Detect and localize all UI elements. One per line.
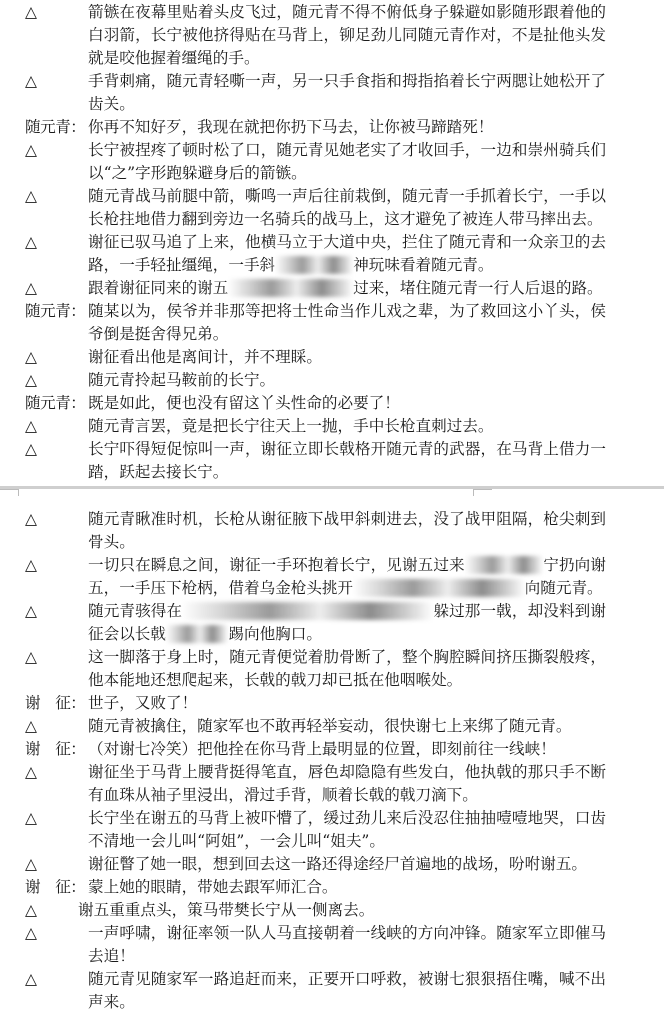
- action-marker: △: [25, 763, 37, 781]
- dialogue-text: （对谢七冷笑）把他拴在你马背上最明显的位置，即刻前往一线峡！: [88, 740, 556, 758]
- action-marker: △: [25, 279, 37, 297]
- action-text: 长宁吓得短促惊叫一声，谢征立即长戟格开随元青的武器，在马背上借力一踏，跃起去接长宁。: [88, 440, 606, 481]
- action-text: [88, 277, 606, 300]
- speaker-name: 谢 征：: [25, 694, 86, 712]
- dialogue-line: [25, 692, 664, 715]
- dialogue-line: [25, 392, 664, 415]
- action-line: [25, 922, 664, 968]
- action-marker: △: [25, 233, 37, 251]
- action-text: 一声呼啸，谢征率领一队人马直接朝着一线峡的方向冲锋。随家军立即催马去追！: [88, 924, 606, 965]
- text-fragment: 神玩味看着随元青。: [353, 256, 494, 274]
- action-line: [25, 369, 664, 392]
- action-marker: △: [25, 141, 37, 159]
- action-text: [88, 231, 606, 277]
- action-marker: △: [25, 809, 37, 827]
- text-fragment: 随元青骇得在: [88, 602, 183, 620]
- action-line: [25, 761, 664, 807]
- action-text: [88, 554, 606, 600]
- action-text: 随元青拎起马鞍前的长宁。: [88, 371, 276, 389]
- action-marker: △: [25, 72, 37, 90]
- page-break-divider: [0, 486, 664, 489]
- action-marker: △: [25, 3, 37, 21]
- dialogue-text: 世子，又败了！: [88, 694, 198, 712]
- action-text: 随元青战马前腿中箭，嘶鸣一声后往前栽倒，随元青一手抓着长宁，一手以长枪拄地借力翻到旁边一名骑兵的战马上，这才避免了被连人带马摔出去。: [88, 187, 606, 228]
- blurred-region: [465, 556, 544, 574]
- action-marker: △: [25, 510, 37, 528]
- action-text: 这一脚落于身上时，随元青便觉着肋骨断了，整个胸腔瞬间挤压撕裂般疼，他本能地还想爬起来，长戟的戟刀却已抵在他咽喉处。: [88, 648, 606, 689]
- action-line: [25, 277, 664, 300]
- action-line: [25, 185, 664, 231]
- action-text: 谢征坐于马背上腰背挺得笔直，唇色却隐隐有些发白，他执戟的那只手不断有血珠从袖子里浸出，滑过手背，顺着长戟的戟刀滴下。: [88, 763, 606, 804]
- text-fragment: 向随元青。: [524, 579, 603, 597]
- dialogue-text: 既是如此，便也没有留这丫头性命的必要了！: [88, 394, 400, 412]
- blurred-region: [228, 279, 353, 297]
- action-text: [88, 600, 606, 646]
- action-text: 长宁被捏疼了顿时松了口，随元青见她老实了才收回手，一边和崇州骑兵们以“之”字形跑躲避身后的箭镞。: [88, 141, 606, 182]
- action-marker: △: [25, 187, 37, 205]
- speaker-name: 谢 征：: [25, 740, 86, 758]
- action-line: [25, 646, 664, 692]
- dialogue-line: [25, 738, 664, 761]
- action-text: 随元青瞅准时机，长枪从谢征腋下战甲斜刺进去，没了战甲阻隔，枪尖刺到骨头。: [88, 510, 606, 551]
- speaker-name: 随元青：: [25, 118, 86, 136]
- document-page-1: [0, 0, 664, 484]
- action-line: [25, 415, 664, 438]
- speaker-name: 谢 征：: [25, 878, 86, 896]
- action-text: 谢五重重点头，策马带樊长宁从一侧离去。: [78, 901, 375, 919]
- action-marker: △: [25, 855, 37, 873]
- text-fragment: 跟着谢征同来的谢五: [88, 279, 229, 297]
- text-fragment: 宁扔向谢五，一手压下枪柄，借着乌金枪头挑开: [88, 556, 606, 597]
- action-marker: △: [25, 717, 37, 735]
- action-text: 长宁坐在谢五的马背上被吓懵了，缓过劲儿来后没忍住抽抽噎噎地哭，口齿不清地一会儿叫“阿姐”，一会儿叫“姐夫”。: [88, 809, 606, 850]
- text-fragment: 躲过那一戟，却没料到谢征会以长戟: [88, 602, 606, 643]
- dialogue-line: [25, 876, 664, 899]
- text-fragment: 踢向他胸口。: [228, 625, 322, 643]
- action-marker: △: [25, 924, 37, 942]
- action-line: [25, 231, 664, 277]
- action-line: [25, 853, 664, 876]
- text-fragment: 一切只在瞬息之间，谢征一手环抱着长宁，见谢五过来: [88, 556, 465, 574]
- text-fragment: 谢征已驭马追了上来，他横马立于大道中央，拦住了随元青和一众亲卫的去路，一手轻扯缰绳，一手斜: [88, 233, 606, 274]
- speaker-name: 随元青：: [25, 302, 86, 320]
- document-page-2: [0, 508, 664, 1014]
- action-line: [25, 438, 664, 484]
- action-marker: △: [25, 371, 37, 389]
- action-line: [25, 600, 664, 646]
- action-marker: △: [25, 417, 37, 435]
- action-marker: △: [25, 556, 37, 574]
- text-fragment: 过来，堵住随元青一行人后退的路。: [353, 279, 603, 297]
- speaker-name: 随元青：: [25, 394, 86, 412]
- action-text: 随元青见随家军一路追赶而来，正要开口呼救，被谢七狠狠捂住嘴，喊不出声来。: [88, 970, 606, 1011]
- action-line: [25, 346, 664, 369]
- action-marker: △: [25, 348, 37, 366]
- dialogue-text: 你再不知好歹，我现在就把你扔下马去，让你被马蹄踏死！: [88, 118, 494, 136]
- action-line: [25, 968, 664, 1014]
- action-text: 手背刺痛，随元青轻嘶一声，另一只手食指和拇指掐着长宁两腮让她松开了齿关。: [88, 72, 606, 113]
- blurred-region: [166, 625, 228, 643]
- action-line: [25, 1, 664, 70]
- page-break: [0, 486, 664, 508]
- page-corner-mark: [473, 489, 492, 496]
- action-line: [25, 139, 664, 185]
- blurred-region: [182, 602, 433, 620]
- action-marker: △: [25, 440, 37, 458]
- dialogue-line: [25, 300, 664, 346]
- blurred-region: [353, 579, 525, 597]
- action-text: 谢征瞥了她一眼，想到回去这一路还得途经尸首遍地的战场，吩咐谢五。: [88, 855, 588, 873]
- dialogue-text: 随某以为，侯爷并非那等把将士性命当作儿戏之辈，为了救回这小丫头，侯爷倒是挺舍得兄弟。: [88, 302, 606, 343]
- action-marker: △: [25, 602, 37, 620]
- action-line: [25, 508, 664, 554]
- blurred-region: [275, 256, 353, 274]
- page-corner-mark: [0, 489, 19, 496]
- action-line: [25, 715, 664, 738]
- action-line: [25, 70, 664, 116]
- action-line: [25, 554, 664, 600]
- action-marker: △: [25, 901, 37, 919]
- dialogue-text: 蒙上她的眼睛，带她去跟军师汇合。: [88, 878, 338, 896]
- action-marker: △: [25, 970, 37, 988]
- action-text: 谢征看出他是离间计，并不理睬。: [88, 348, 322, 366]
- action-marker: △: [25, 648, 37, 666]
- dialogue-line: [25, 116, 664, 139]
- action-text: 箭镞在夜幕里贴着头皮飞过，随元青不得不俯低身子躲避如影随形跟着他的白羽箭，长宁被他挤得贴在马背上，铆足劲儿同随元青作对，不是扯他头发就是咬他握着缰绳的手。: [88, 3, 606, 67]
- action-line: [25, 899, 664, 922]
- action-text: 随元青言罢，竟是把长宁往天上一抛，手中长枪直刺过去。: [88, 417, 494, 435]
- action-text: 随元青被擒住，随家军也不敢再轻举妄动，很快谢七上来绑了随元青。: [88, 717, 572, 735]
- action-line: [25, 807, 664, 853]
